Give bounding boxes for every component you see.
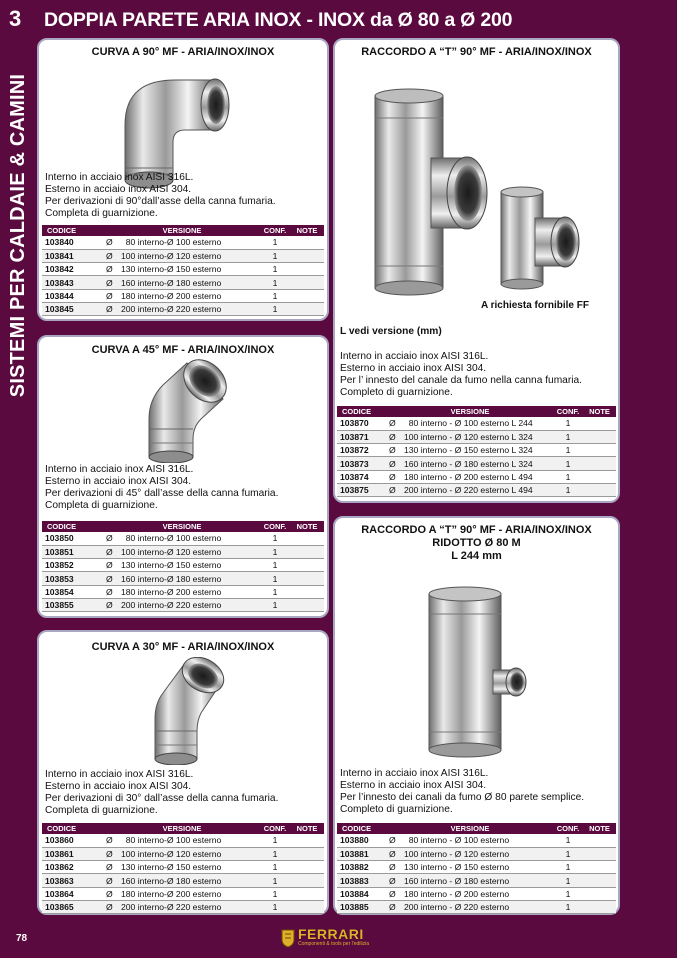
version: 160 interno - Ø 180 esterno xyxy=(401,874,553,887)
logo-emblem-icon xyxy=(280,928,296,948)
description-line: Per derivazioni di 90°dall’asse della canna fumaria. xyxy=(45,195,276,207)
table-row xyxy=(337,834,616,847)
pack-quantity: 1 xyxy=(260,559,290,572)
table-row xyxy=(42,559,324,572)
description-line: Esterno in acciaio inox AISI 304. xyxy=(45,780,192,792)
description-line: Interno in acciaio inox AISI 316L. xyxy=(340,768,489,779)
version: 160 interno-Ø 180 esterno xyxy=(118,874,260,887)
column-header-notes: NOTE xyxy=(583,406,616,417)
note xyxy=(290,289,324,302)
pack-quantity: 1 xyxy=(260,874,290,887)
diameter-symbol: Ø xyxy=(387,847,401,860)
table-row xyxy=(42,887,324,900)
column-header-notes: NOTE xyxy=(290,823,324,834)
note xyxy=(290,302,324,315)
panel-title: RACCORDO A “T” 90° MF - ARIA/INOX/INOX xyxy=(361,46,592,58)
table-row xyxy=(337,900,616,913)
column-header-conf: CONF. xyxy=(553,406,583,417)
chapter-number: 3 xyxy=(9,6,22,31)
table-row xyxy=(42,289,324,302)
description-line: Interno in acciaio inox AISI 316L. xyxy=(45,464,194,475)
description-line: Esterno in acciaio inox AISI 304. xyxy=(340,779,487,791)
product-code: 103845 xyxy=(42,302,104,315)
note xyxy=(290,559,324,572)
table-row xyxy=(42,263,324,276)
diameter-symbol: Ø xyxy=(104,598,118,611)
pack-quantity: 1 xyxy=(553,483,583,496)
description-line: Completo di guarnizione. xyxy=(340,386,453,398)
logo-tagline: Componenti & tools per l'edilizia xyxy=(298,941,369,947)
pack-quantity: 1 xyxy=(553,834,583,847)
diameter-symbol: Ø xyxy=(104,236,118,249)
note xyxy=(290,276,324,289)
column-header-version: VERSIONE xyxy=(104,823,260,834)
column-header-code: CODICE xyxy=(42,823,104,834)
product-code: 103854 xyxy=(42,585,104,598)
product-code: 103862 xyxy=(42,861,104,874)
note xyxy=(290,585,324,598)
note xyxy=(583,457,616,470)
description-line: Completa di guarnizione. xyxy=(45,499,158,511)
spec-table xyxy=(337,823,616,914)
version: 180 interno - Ø 200 esterno xyxy=(401,887,553,900)
note xyxy=(290,572,324,585)
table-row xyxy=(42,847,324,860)
note xyxy=(290,847,324,860)
product-code: 103851 xyxy=(42,545,104,558)
pack-quantity: 1 xyxy=(553,430,583,443)
chapter-side-title-text: SISTEMI PER CALDAIE & CAMINI xyxy=(7,73,30,397)
pack-quantity: 1 xyxy=(260,847,290,860)
version: 160 interno - Ø 180 esterno L 324 xyxy=(401,457,553,470)
product-code: 103871 xyxy=(337,430,387,443)
column-header-notes: NOTE xyxy=(290,521,324,532)
spec-table xyxy=(42,823,324,914)
product-code: 103884 xyxy=(337,887,387,900)
product-code: 103843 xyxy=(42,276,104,289)
version: 100 interno-Ø 120 esterno xyxy=(118,249,260,262)
pack-quantity: 1 xyxy=(260,289,290,302)
description-line: Completo di guarnizione. xyxy=(340,803,453,815)
pack-quantity: 1 xyxy=(260,585,290,598)
diameter-symbol: Ø xyxy=(104,847,118,860)
version: 180 interno-Ø 200 esterno xyxy=(118,887,260,900)
product-code: 103841 xyxy=(42,249,104,262)
page-heading: DOPPIA PARETE ARIA INOX - INOX da Ø 80 a Ø 200 xyxy=(44,9,513,31)
table-row xyxy=(42,545,324,558)
note xyxy=(583,430,616,443)
note xyxy=(290,900,324,913)
pack-quantity: 1 xyxy=(553,887,583,900)
pack-quantity: 1 xyxy=(260,900,290,913)
length-note: L vedi versione (mm) xyxy=(340,326,442,337)
table-row xyxy=(42,532,324,545)
pack-quantity: 1 xyxy=(260,834,290,847)
product-code: 103872 xyxy=(337,444,387,457)
product-code: 103861 xyxy=(42,847,104,860)
panel-curva-45 xyxy=(37,335,329,618)
version: 130 interno-Ø 150 esterno xyxy=(118,263,260,276)
table-row xyxy=(42,276,324,289)
version: 130 interno - Ø 150 esterno xyxy=(401,861,553,874)
product-code: 103875 xyxy=(337,483,387,496)
diameter-symbol: Ø xyxy=(104,585,118,598)
version: 100 interno-Ø 120 esterno xyxy=(118,545,260,558)
pack-quantity: 1 xyxy=(553,470,583,483)
column-header-version: VERSIONE xyxy=(104,225,260,236)
table-row xyxy=(42,874,324,887)
spec-table xyxy=(42,521,324,612)
table-row xyxy=(337,861,616,874)
description-line: Per derivazioni di 30° dall’asse della canna fumaria. xyxy=(45,792,279,804)
product-code: 103883 xyxy=(337,874,387,887)
pack-quantity: 1 xyxy=(553,861,583,874)
column-header-notes: NOTE xyxy=(290,225,324,236)
note xyxy=(583,900,616,913)
pack-quantity: 1 xyxy=(553,847,583,860)
pack-quantity: 1 xyxy=(553,444,583,457)
column-header-version: VERSIONE xyxy=(104,521,260,532)
diameter-symbol: Ø xyxy=(387,874,401,887)
note xyxy=(290,545,324,558)
product-code: 103863 xyxy=(42,874,104,887)
product-image-raccordo-t-ff xyxy=(497,186,583,290)
pack-quantity: 1 xyxy=(260,545,290,558)
table-row xyxy=(42,249,324,262)
pack-quantity: 1 xyxy=(553,900,583,913)
product-code: 103840 xyxy=(42,236,104,249)
panel-title: RACCORDO A “T” 90° MF - ARIA/INOX/INOX xyxy=(361,524,592,536)
description-line: Esterno in acciaio inox AISI 304. xyxy=(45,183,192,195)
version: 180 interno-Ø 200 esterno xyxy=(118,585,260,598)
version: 80 interno-Ø 100 esterno xyxy=(118,236,260,249)
diameter-symbol: Ø xyxy=(104,861,118,874)
description-line: Interno in acciaio inox AISI 316L. xyxy=(45,769,194,780)
diameter-symbol: Ø xyxy=(104,572,118,585)
version: 100 interno-Ø 120 esterno xyxy=(118,847,260,860)
description-line: Esterno in acciaio inox AISI 304. xyxy=(340,362,487,374)
version: 100 interno - Ø 120 esterno L 324 xyxy=(401,430,553,443)
table-row xyxy=(337,430,616,443)
panel-curva-90 xyxy=(37,38,329,321)
table-row xyxy=(337,444,616,457)
version: 200 interno - Ø 220 esterno xyxy=(401,900,553,913)
diameter-symbol: Ø xyxy=(387,417,401,430)
note xyxy=(583,483,616,496)
product-code: 103880 xyxy=(337,834,387,847)
note xyxy=(583,444,616,457)
product-code: 103874 xyxy=(337,470,387,483)
description xyxy=(340,351,582,399)
product-code: 103852 xyxy=(42,559,104,572)
pack-quantity: 1 xyxy=(260,532,290,545)
ferrari-logo xyxy=(280,927,398,951)
version: 200 interno-Ø 220 esterno xyxy=(118,302,260,315)
column-header-conf: CONF. xyxy=(260,521,290,532)
version: 80 interno-Ø 100 esterno xyxy=(118,532,260,545)
version: 180 interno-Ø 200 esterno xyxy=(118,289,260,302)
product-code: 103864 xyxy=(42,887,104,900)
diameter-symbol: Ø xyxy=(104,263,118,276)
diameter-symbol: Ø xyxy=(387,887,401,900)
product-code: 103882 xyxy=(337,861,387,874)
product-code: 103842 xyxy=(42,263,104,276)
product-code: 103855 xyxy=(42,598,104,611)
pack-quantity: 1 xyxy=(553,417,583,430)
product-code: 103881 xyxy=(337,847,387,860)
version: 180 interno - Ø 200 esterno L 494 xyxy=(401,470,553,483)
diameter-symbol: Ø xyxy=(104,249,118,262)
product-code: 103860 xyxy=(42,834,104,847)
diameter-symbol: Ø xyxy=(387,430,401,443)
note xyxy=(583,861,616,874)
product-code: 103870 xyxy=(337,417,387,430)
table-row xyxy=(337,457,616,470)
version: 80 interno-Ø 100 esterno xyxy=(118,834,260,847)
note xyxy=(290,861,324,874)
version: 200 interno-Ø 220 esterno xyxy=(118,598,260,611)
pack-quantity: 1 xyxy=(260,263,290,276)
column-header-code: CODICE xyxy=(337,406,387,417)
diameter-symbol: Ø xyxy=(104,302,118,315)
panel-title: CURVA A 30° MF - ARIA/INOX/INOX xyxy=(91,641,275,653)
pack-quantity: 1 xyxy=(260,302,290,315)
table-row xyxy=(337,887,616,900)
panel-curva-30 xyxy=(37,630,329,915)
chapter-side-title xyxy=(2,40,36,430)
product-code: 103873 xyxy=(337,457,387,470)
pack-quantity: 1 xyxy=(260,598,290,611)
product-code: 103844 xyxy=(42,289,104,302)
table-row xyxy=(42,900,324,913)
product-image-curva-30 xyxy=(137,657,227,765)
version: 200 interno-Ø 220 esterno xyxy=(118,900,260,913)
diameter-symbol: Ø xyxy=(104,532,118,545)
description-line: Per l’innesto dei canali da fumo Ø 80 parete semplice. xyxy=(340,791,585,803)
note xyxy=(290,236,324,249)
column-header-conf: CONF. xyxy=(260,823,290,834)
column-header-notes: NOTE xyxy=(583,823,616,834)
pack-quantity: 1 xyxy=(260,276,290,289)
version: 130 interno-Ø 150 esterno xyxy=(118,559,260,572)
product-image-raccordo-t xyxy=(371,88,491,296)
page-number: 78 xyxy=(16,933,28,944)
note xyxy=(583,874,616,887)
table-row xyxy=(337,483,616,496)
description-line: Interno in acciaio inox AISI 316L. xyxy=(45,172,194,183)
note xyxy=(583,417,616,430)
table-row xyxy=(42,302,324,315)
pack-quantity: 1 xyxy=(553,457,583,470)
table-row xyxy=(337,874,616,887)
pack-quantity: 1 xyxy=(260,861,290,874)
spec-table xyxy=(337,406,616,497)
description-line: Per derivazioni di 45° dall’asse della canna fumaria. xyxy=(45,487,279,499)
pack-quantity: 1 xyxy=(260,572,290,585)
note xyxy=(290,834,324,847)
description xyxy=(45,464,278,512)
version: 130 interno - Ø 150 esterno L 324 xyxy=(401,444,553,457)
product-code: 103885 xyxy=(337,900,387,913)
table-row xyxy=(42,598,324,611)
diameter-symbol: Ø xyxy=(104,289,118,302)
table-row xyxy=(42,834,324,847)
column-header-version: VERSIONE xyxy=(387,406,553,417)
note xyxy=(290,598,324,611)
table-row xyxy=(337,470,616,483)
diameter-symbol: Ø xyxy=(387,483,401,496)
description xyxy=(340,768,584,816)
product-code: 103853 xyxy=(42,572,104,585)
note xyxy=(290,887,324,900)
table-row xyxy=(337,417,616,430)
diameter-symbol: Ø xyxy=(387,457,401,470)
version: 80 interno - Ø 100 esterno L 244 xyxy=(401,417,553,430)
description-line: Esterno in acciaio inox AISI 304. xyxy=(45,475,192,487)
diameter-symbol: Ø xyxy=(387,834,401,847)
panel-subtitle: L 244 mm xyxy=(451,550,502,562)
note xyxy=(290,874,324,887)
ff-availability-note: A richiesta fornibile FF xyxy=(481,300,589,311)
pack-quantity: 1 xyxy=(260,249,290,262)
panel-title: CURVA A 45° MF - ARIA/INOX/INOX xyxy=(91,344,275,356)
column-header-code: CODICE xyxy=(337,823,387,834)
table-row xyxy=(42,572,324,585)
diameter-symbol: Ø xyxy=(104,545,118,558)
diameter-symbol: Ø xyxy=(104,900,118,913)
column-header-conf: CONF. xyxy=(260,225,290,236)
column-header-code: CODICE xyxy=(42,521,104,532)
table-row xyxy=(42,585,324,598)
product-image-raccordo-t-ridotto xyxy=(423,586,535,758)
note xyxy=(290,249,324,262)
logo-name: FERRARI xyxy=(298,926,364,942)
description-line: Completa di guarnizione. xyxy=(45,804,158,816)
diameter-symbol: Ø xyxy=(104,887,118,900)
version: 80 interno - Ø 100 esterno xyxy=(401,834,553,847)
note xyxy=(583,887,616,900)
description xyxy=(45,172,276,220)
spec-table xyxy=(42,225,324,316)
diameter-symbol: Ø xyxy=(387,861,401,874)
version: 160 interno-Ø 180 esterno xyxy=(118,572,260,585)
note xyxy=(583,470,616,483)
description-line: Completa di guarnizione. xyxy=(45,207,158,219)
panel-raccordo-t-ridotto xyxy=(333,516,620,915)
column-header-code: CODICE xyxy=(42,225,104,236)
diameter-symbol: Ø xyxy=(104,874,118,887)
diameter-symbol: Ø xyxy=(104,276,118,289)
description xyxy=(45,769,278,817)
version: 200 interno - Ø 220 esterno L 494 xyxy=(401,483,553,496)
version: 160 interno-Ø 180 esterno xyxy=(118,276,260,289)
description-line: Per l’ innesto del canale da fumo nella canna fumaria. xyxy=(340,374,583,386)
column-header-conf: CONF. xyxy=(553,823,583,834)
pack-quantity: 1 xyxy=(260,887,290,900)
note xyxy=(583,847,616,860)
product-code: 103850 xyxy=(42,532,104,545)
table-row xyxy=(42,861,324,874)
version: 100 interno - Ø 120 esterno xyxy=(401,847,553,860)
column-header-version: VERSIONE xyxy=(387,823,553,834)
note xyxy=(583,834,616,847)
description-line: Interno in acciaio inox AISI 316L. xyxy=(340,351,489,362)
product-image-curva-45 xyxy=(131,359,231,463)
panel-raccordo-t xyxy=(333,38,620,503)
diameter-symbol: Ø xyxy=(104,559,118,572)
version: 130 interno-Ø 150 esterno xyxy=(118,861,260,874)
table-row xyxy=(337,847,616,860)
diameter-symbol: Ø xyxy=(104,834,118,847)
diameter-symbol: Ø xyxy=(387,444,401,457)
pack-quantity: 1 xyxy=(260,236,290,249)
note xyxy=(290,532,324,545)
note xyxy=(290,263,324,276)
product-code: 103865 xyxy=(42,900,104,913)
diameter-symbol: Ø xyxy=(387,900,401,913)
pack-quantity: 1 xyxy=(553,874,583,887)
table-row xyxy=(42,236,324,249)
panel-subtitle: RIDOTTO Ø 80 M xyxy=(432,537,521,549)
panel-title: CURVA A 90° MF - ARIA/INOX/INOX xyxy=(91,46,275,58)
diameter-symbol: Ø xyxy=(387,470,401,483)
